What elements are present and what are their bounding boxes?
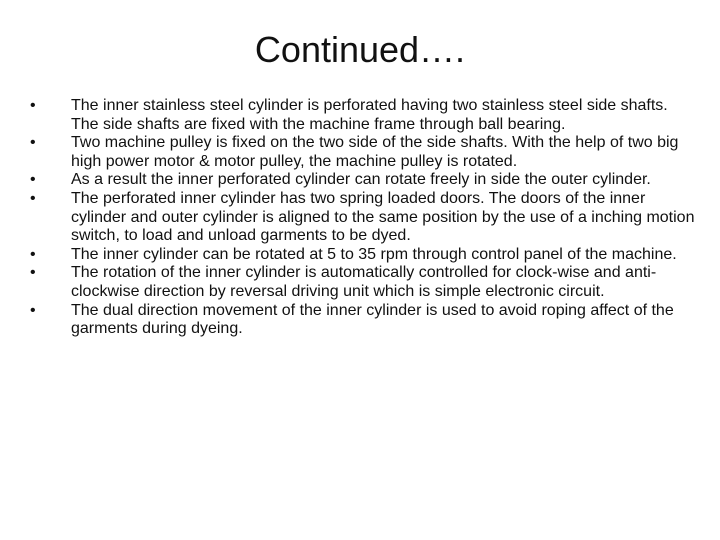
bullet-dot-icon: •: [30, 171, 36, 189]
bullet-item: [30, 302, 698, 339]
bullet-text: The dual direction movement of the inner cylinder is used to avoid roping affect of the garments during dyeing.: [71, 301, 674, 338]
bullet-item: [30, 171, 698, 190]
bullet-text: The rotation of the inner cylinder is automatically controlled for clock-wise and anti-clockwise direction by reversal driving unit which is simple electronic circuit.: [71, 264, 657, 300]
bullet-text: Two machine pulley is fixed on the two side of the side shafts. With the help of two big high power motor & motor pulley, the machine pulley is rotated.: [71, 134, 679, 170]
bullet-item: [30, 264, 698, 301]
bullet-item: [30, 97, 698, 134]
bullet-dot-icon: •: [30, 264, 36, 282]
bullet-dot-icon: •: [30, 134, 36, 152]
bullet-dot-icon: •: [30, 301, 36, 319]
bullet-item: [30, 134, 698, 171]
bullet-item: [30, 190, 698, 246]
bullet-dot-icon: •: [30, 97, 36, 114]
bullet-dot-icon: •: [30, 189, 36, 207]
bullet-item: [30, 246, 698, 265]
slide-title: Continued….: [254, 29, 466, 70]
bullet-text: The inner stainless steel cylinder is perforated having two stainless steel side shafts. The side shafts are fixed with the machine frame through ball bearing.: [71, 97, 668, 133]
bullet-text: The inner cylinder can be rotated at 5 to 35 rpm through control panel of the machine.: [71, 245, 677, 263]
bullet-text: As a result the inner perforated cylinder can rotate freely in side the outer cylinder.: [71, 171, 651, 189]
bullet-list: [30, 97, 698, 339]
bullet-dot-icon: •: [30, 245, 36, 263]
bullet-text: The perforated inner cylinder has two spring loaded doors. The doors of the inner cylinder and outer cylinder is aligned to the same position by the use of a inching motion switch, to load and unload garments to be dyed.: [71, 189, 695, 245]
